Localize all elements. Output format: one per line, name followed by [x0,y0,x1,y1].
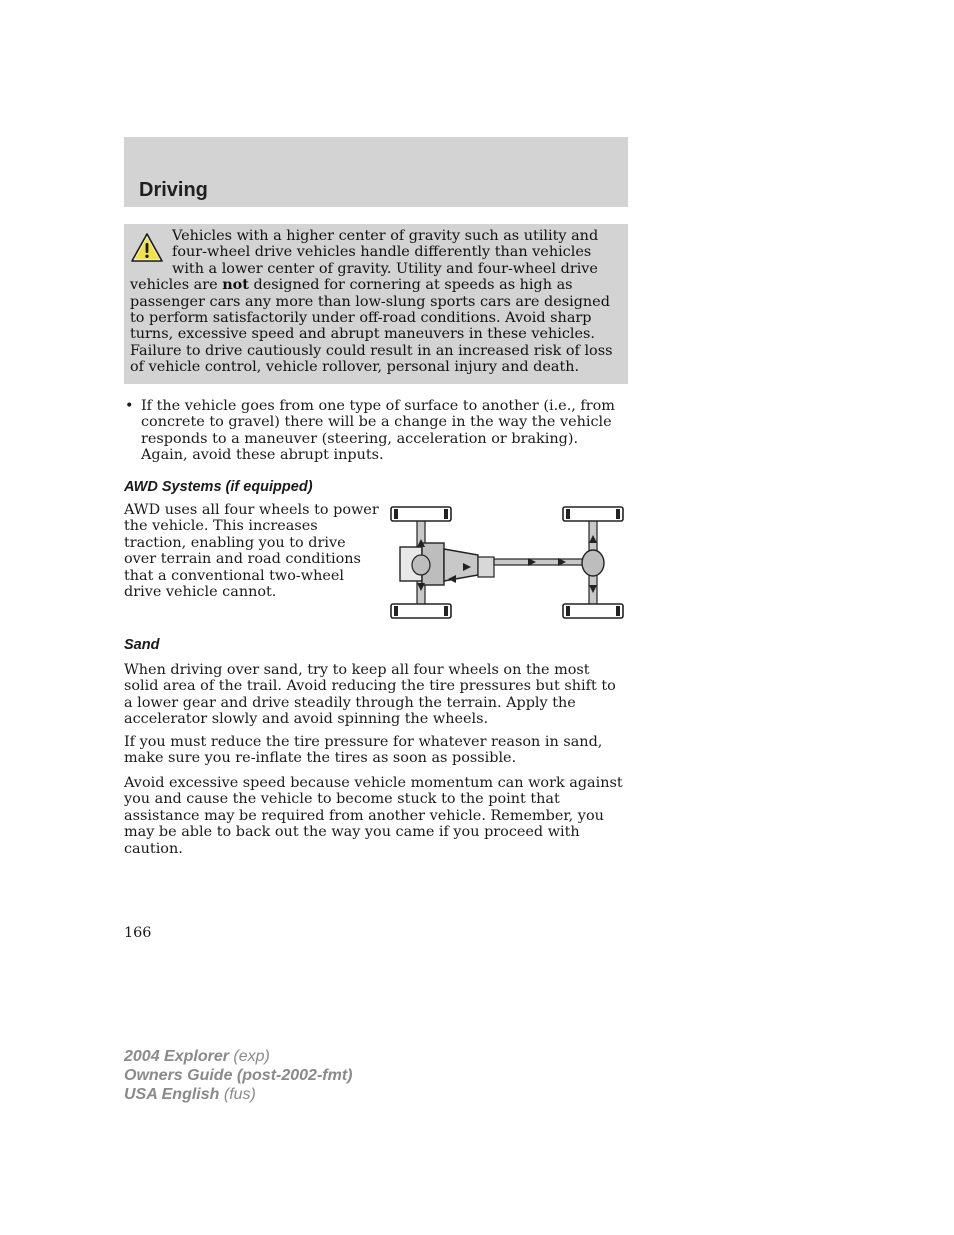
sand-paragraph-1: When driving over sand, try to keep all four wheels on the most solid area of the trail. Avoid reducing the tire pressures but shift to a lower gear and drive steadily through the terrain. Apply the accelerator slowly and avoid spinning the wheels. [124,662,616,728]
warning-emphasis: not [222,276,249,294]
document-footer [124,1047,352,1104]
awd-heading: AWD Systems (if equipped) [124,479,313,495]
bullet-item [124,398,624,464]
bullet-marker: • [125,398,134,414]
footer-line-1: 2004 Explorer (exp) [124,1048,270,1065]
sand-paragraph-2: If you must reduce the tire pressure for whatever reason in sand, make sure you re-inflate the tires as soon as possible. [124,734,603,767]
warning-triangle-icon [130,232,164,264]
chapter-title: Driving [139,179,208,201]
footer-line-3: USA English (fus) [124,1086,256,1103]
warning-text: Vehicles with a higher center of gravity such as utility and four-wheel drive vehicles handle differently than vehicles with a lower center of gravity. Utility and four-wheel drive vehicles are not designed for cornering at speeds as high as passenger cars any more than low-slung sports cars are designed to perform satisfactorily under off-road conditions. Avoid sharp turns, excessive speed and abrupt maneuvers in these vehicles. Failure to drive cautiously could result in an increased risk of loss of vehicle control, vehicle rollover, personal injury and death. [130,228,613,376]
chapter-header-band [124,137,628,207]
awd-paragraph: AWD uses all four wheels to power the vehicle. This increases traction, enabling you to drive over terrain and road conditions that a conventional two-wheel drive vehicle cannot. [124,502,379,601]
bullet-text: If the vehicle goes from one type of surface to another (i.e., from concrete to gravel) there will be a change in the way the vehicle responds to a maneuver (steering, acceleration or braking). Again, avoid these abrupt inputs. [141,398,615,464]
footer-line-2: Owners Guide (post-2002-fmt) [124,1067,353,1084]
page-number: 166 [124,925,152,941]
sand-paragraph-3: Avoid excessive speed because vehicle momentum can work against you and cause the vehicle to become stuck to the point that assistance may be required from another vehicle. Remember, you may be able to back out the way you came if you proceed with caution. [124,775,623,857]
awd-drivetrain-diagram [388,503,628,623]
sand-heading: Sand [124,637,160,653]
warning-box [124,224,628,384]
